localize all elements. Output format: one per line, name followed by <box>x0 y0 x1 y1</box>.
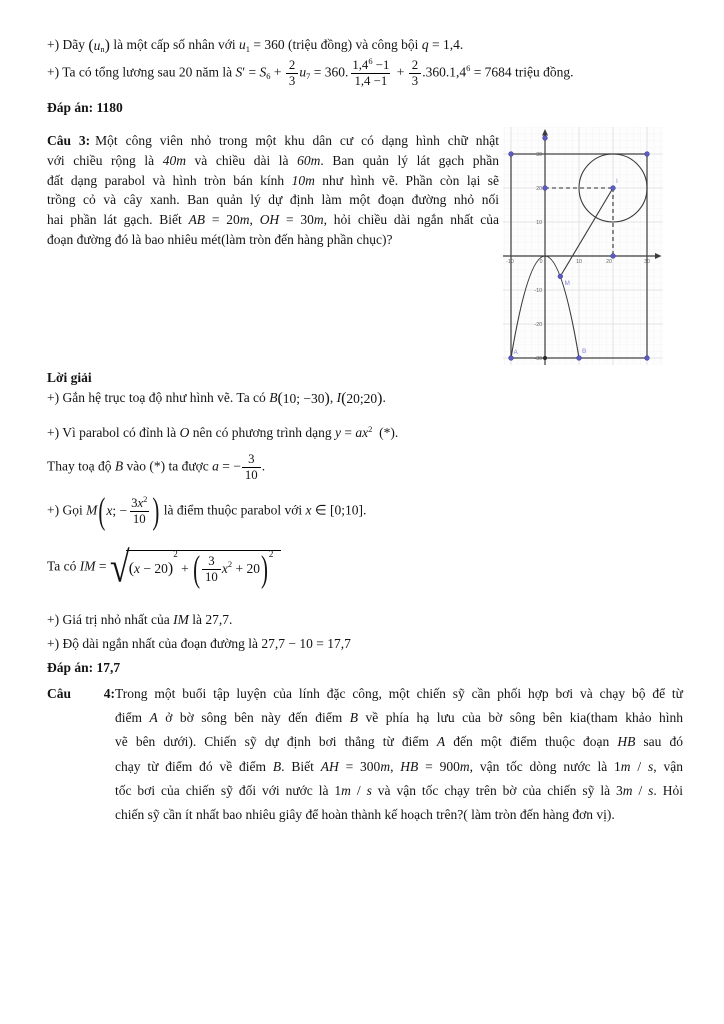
figure-graph <box>503 127 663 365</box>
cau3-line: trồng cỏ và cây xanh. Ban quản lý dự định làm một đoạn đường nhỏ nối <box>47 192 499 208</box>
y-tick: -20 <box>534 322 542 328</box>
x-tick: 30 <box>644 259 650 265</box>
point-M <box>558 274 563 279</box>
x-tick: 20 <box>606 259 612 265</box>
cau4-line: tốc bơi của chiến sỹ đối với nước là 1m / s và vận tốc chạy trên bờ của chiến sỹ là 3m / s. Hỏi <box>115 782 683 798</box>
solution-line-2: +) Vì parabol có đỉnh là O nên có phương trình dạng $y = ax^2$ (*). <box>47 424 399 440</box>
point-A <box>509 356 514 361</box>
point-H <box>543 356 547 360</box>
solution-line-5: Ta có IM = √ ( x − 20 ) 2 + ( 3 10 x 2 + 20 ) 2 <box>47 550 281 584</box>
cau3-label: Câu 3: <box>47 133 91 148</box>
solution-line-6: +) Giá trị nhỏ nhất của IM là 27,7. <box>47 612 233 627</box>
answer-cau3: Đáp án: 17,7 <box>47 660 121 675</box>
point-0-20 <box>543 186 548 191</box>
solution-line-1: +) Gắn hệ trục toạ độ như hình vẽ. Ta có B ( 10; −30 ) , I ( 20;20 ) . <box>47 389 386 407</box>
cau3-paragraph <box>47 131 499 250</box>
point-B <box>577 356 582 361</box>
y-tick: -10 <box>534 288 542 294</box>
point-corner-bottomright <box>645 356 650 361</box>
intro-line-2: +) Ta có tổng lương sau 20 năm là $S' = S_6$ + $\frac{2}{3}$ $u_7 = 360$. $\frac{1,4^6 -1}{1,4 -1}$ + $\frac{2}{3}$ $.360.1,4^6 = 7684$ triệu đồng. <box>47 56 574 88</box>
point-label-A: A <box>513 349 518 356</box>
answer-cau2: Đáp án: 1180 <box>47 100 123 115</box>
cau4-line: chiến sỹ cần ít nhất bao nhiêu giây để hoàn thành kế hoạch trên?( làm tròn đến hàng đơn vị). <box>115 807 615 823</box>
cau4-line: Câu 4:Trong một buổi tập luyện của lính đặc công, một chiến sỹ cần phối hợp bơi và chạy bộ để từ <box>47 682 683 706</box>
x-tick: 0 <box>539 259 543 265</box>
cau3-line: Câu 3: Một công viên nhỏ trong một khu dân cư có dạng hình chữ nhật <box>47 133 499 148</box>
y-tick: 30 <box>536 152 542 158</box>
cau3-line: hai phần lát gạch. Biết AB = 20m, OH = 30m, hỏi chiều dài ngắn nhất của <box>47 212 499 228</box>
cau4-line: vẽ bên dưới). Chiến sỹ dự định bơi thẳng từ điểm A đến một điểm thuộc đoạn HB sau đó <box>115 734 683 750</box>
cau3-line: với chiều rộng là 40m và chiều dài là 60m. Ban quản lý lát gạch phần <box>47 152 499 168</box>
point-I <box>611 186 616 191</box>
solution-line-4: +) Gọi M ( x ; − $\frac{3x^2}{10}$ ) là điểm thuộc parabol với x ∈ [0;10]. <box>47 489 367 532</box>
x-tick: -10 <box>506 259 514 265</box>
solution-heading: Lời giải <box>47 370 92 385</box>
y-tick: -30 <box>534 356 542 362</box>
y-tick: 20 <box>536 186 542 192</box>
solution-line-3: Thay toạ độ B vào (*) ta được a = − $\frac{3}{10}$ . <box>47 452 266 482</box>
cau4-line: chạy từ điểm đó về điểm B. Biết AH = 300m, HB = 900m, vận tốc dòng nước là 1m / s, vận <box>115 758 684 774</box>
x-tick: 10 <box>576 259 582 265</box>
cau3-line: đoạn đường đó là bao nhiêu mét(làm tròn đến hàng phần chục)? <box>47 231 393 247</box>
cau4-paragraph <box>47 682 683 827</box>
cau4-line: điểm A ở bờ sông bên này đến điểm B về phía hạ lưu của bờ sông bên kia(tham khảo hình <box>115 710 683 726</box>
solution-line-7: +) Độ dài ngắn nhất của đoạn đường là 27,7 − 10 = 17,7 <box>47 636 351 651</box>
point-corner-topright <box>645 152 650 157</box>
point-label-B: B <box>582 348 587 355</box>
point-label-M: M <box>564 280 570 287</box>
y-tick: 10 <box>536 220 542 226</box>
cau4-label: Câu 4: <box>47 686 115 701</box>
point-y-axis-top <box>543 136 548 141</box>
intro-line-1: +) Dãy ( u n ) là một cấp số nhân với $u_1 = 360$ (triệu đồng) và công bội q = 1,4. <box>47 36 464 54</box>
point-corner-topleft <box>509 152 514 157</box>
point-20-0 <box>611 254 616 259</box>
point-label-I: I <box>616 178 618 185</box>
grid-minor <box>503 127 663 365</box>
cau3-line: đất dạng parabol và hình tròn bán kính 10m như hình vẽ. Phần còn lại sẽ <box>47 172 499 188</box>
